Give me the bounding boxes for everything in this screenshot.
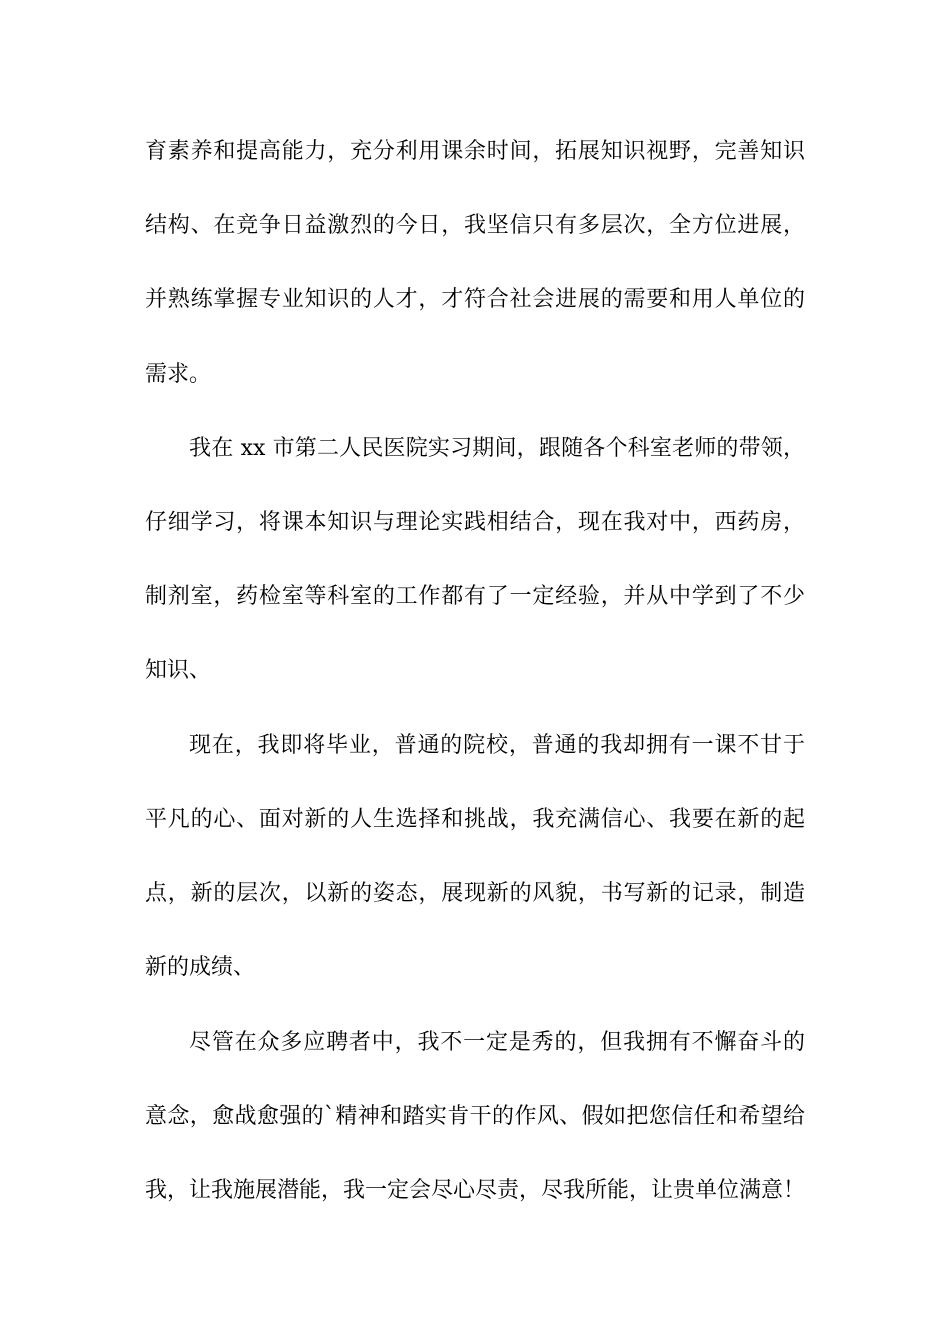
text-line: 意念，愈战愈强的`精神和踏实肯干的作风、假如把您信任和希望给 (145, 1104, 805, 1129)
text-line: 并熟练掌握专业知识的人才，才符合社会进展的需要和用人单位的 (145, 287, 805, 312)
text-line: 需求。 (145, 362, 212, 387)
text-line: 知识、 (145, 658, 212, 683)
paragraph-first-line: 现在，我即将毕业，普通的院校，普通的我却拥有一课不甘于 (189, 733, 805, 758)
text-line: 点，新的层次，以新的姿态，展现新的风貌，书写新的记录，制造 (145, 881, 805, 906)
text-line: 仔细学习，将课本知识与理论实践相结合，现在我对中，西药房， (145, 510, 805, 535)
text-line: 制剂室，药检室等科室的工作都有了一定经验，并从中学到了不少 (145, 584, 805, 609)
paragraph-first-line: 尽管在众多应聘者中，我不一定是秀的，但我拥有不懈奋斗的 (189, 1030, 805, 1055)
paragraph-first-line: 我在 xx 市第二人民医院实习期间，跟随各个科室老师的带领， (189, 436, 805, 461)
text-line: 新的成绩、 (145, 955, 256, 980)
text-line: 育素养和提高能力，充分利用课余时间，拓展知识视野，完善知识 (145, 139, 805, 164)
text-line: 我，让我施展潜能，我一定会尽心尽责，尽我所能，让贵单位满意！ (145, 1178, 806, 1203)
text-line: 结构、在竞争日益激烈的今日，我坚信只有多层次，全方位进展， (145, 213, 805, 238)
text-line: 平凡的心、面对新的人生选择和挑战，我充满信心、我要在新的起 (145, 807, 805, 832)
